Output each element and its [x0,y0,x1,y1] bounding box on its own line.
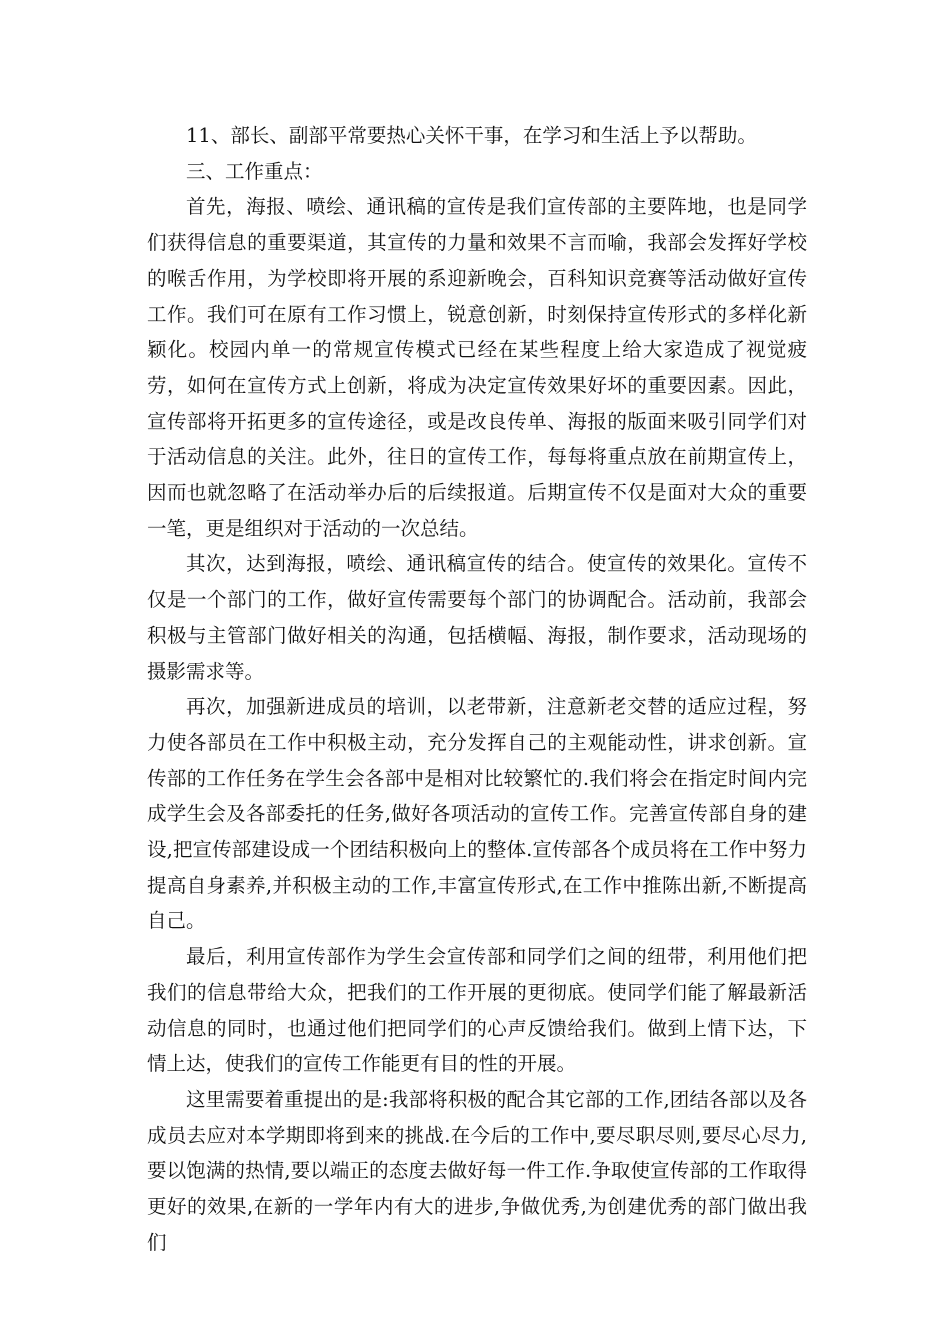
paragraph-third: 再次，加强新进成员的培训，以老带新，注意新老交替的适应过程，努力使各部员在工作中积极主动，充分发挥自己的主观能动性，讲求创新。宣传部的工作任务在学生会各部中是相对比较繁忙的.我们将会在指定时间内完成学生会及各部委托的任务,做好各项活动的宣传工作。完善宣传部自身的建设,把宣传部建设成一个团结积极向上的整体.宣传部各个成员将在工作中努力提高自身素养,并积极主动的工作,丰富宣传形式,在工作中推陈出新,不断提高自己。 [147,695,807,933]
paragraph-first: 首先，海报、喷绘、通讯稿的宣传是我们宣传部的主要阵地，也是同学们获得信息的重要渠道，其宣传的力量和效果不言而喻，我部会发挥好学校的喉舌作用，为学校即将开展的系迎新晚会，百科知识竞赛等活动做好宣传工作。我们可在原有工作习惯上，锐意创新，时刻保持宣传形式的多样化新颖化。校园内单一的常规宣传模式已经在某些程度上给大家造成了视觉疲劳，如何在宣传方式上创新，将成为决定宣传效果好坏的重要因素。因此，宣传部将开拓更多的宣传途径，或是改良传单、海报的版面来吸引同学们对于活动信息的关注。此外，往日的宣传工作，每每将重点放在前期宣传上，因而也就忽略了在活动举办后的后续报道。后期宣传不仅是面对大众的重要一笔，更是组织对于活动的一次总结。 [147,195,807,540]
section-heading-work-focus: 三、工作重点： [186,159,323,183]
paragraph-last: 最后，利用宣传部作为学生会宣传部和同学们之间的纽带，利用他们把我们的信息带给大众，把我们的工作开展的更彻底。使同学们能了解最新活动信息的同时，也通过他们把同学们的心声反馈给我们。做到上情下达，下情上达，使我们的宣传工作能更有目的性的开展。 [147,945,807,1076]
paragraph-item-11: 11、部长、副部平常要热心关怀干事，在学习和生活上予以帮助。 [186,124,757,147]
document-body [147,118,807,1261]
paragraph-emphasis: 这里需要着重提出的是:我部将积极的配合其它部的工作,团结各部以及各成员去应对本学期即将到来的挑战.在今后的工作中,要尽职尽则,要尽心尽力,要以饱满的热情,要以端正的态度去做好每一件工作.争取使宣传部的工作取得更好的效果,在新的一学年内有大的进步,争做优秀,为创建优秀的部门做出我们 [147,1087,807,1254]
paragraph-second: 其次，达到海报，喷绘、通讯稿宣传的结合。使宣传的效果化。宣传不仅是一个部门的工作，做好宣传需要每个部门的协调配合。活动前，我部会积极与主管部门做好相关的沟通，包括横幅、海报，制作要求，活动现场的摄影需求等。 [147,552,807,683]
